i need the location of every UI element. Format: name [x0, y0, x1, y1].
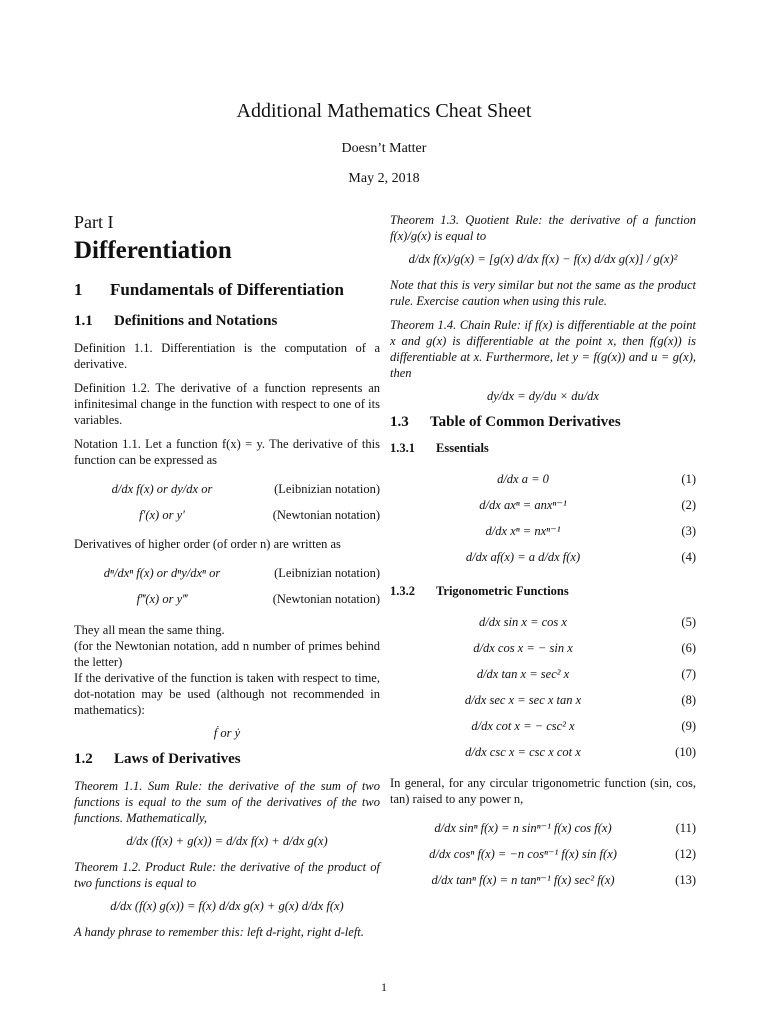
- equation-row: [390, 466, 696, 492]
- equation: d/dx sinⁿ f(x) = n sinⁿ⁻¹ f(x) cos f(x): [434, 821, 612, 835]
- right-column: [390, 212, 696, 893]
- product-rule-equation: d/dx (f(x) g(x)) = f(x) d/dx g(x) + g(x) d/dx f(x): [110, 899, 344, 913]
- notation-expression: f‴(x) or y‴: [136, 591, 188, 606]
- equation-number: (4): [681, 549, 696, 564]
- equation: d/dx tanⁿ f(x) = n tanⁿ⁻¹ f(x) sec² f(x): [431, 873, 615, 887]
- equation-number: (7): [681, 666, 696, 681]
- notation-label: (Newtonian notation): [272, 507, 380, 522]
- subsection-number: 1.1: [74, 313, 93, 329]
- notation-1-1: Notation 1.1. Let a function f(x) = y. The derivative of this function can be expressed as: [74, 437, 380, 467]
- equation-row: [390, 841, 696, 867]
- subsubsection-heading: [390, 441, 696, 456]
- equation-number: (6): [681, 640, 696, 655]
- equation-number: (2): [681, 497, 696, 512]
- primes-text: (for the Newtonian notation, add n number of primes behind the letter): [74, 639, 380, 669]
- equation-number: (11): [675, 820, 696, 835]
- general-text: In general, for any circular trigonometric function (sin, cos, tan) raised to any power n,: [390, 776, 696, 806]
- part-title: Differentiation: [74, 237, 232, 264]
- notation-row: [74, 476, 380, 502]
- document-title: Additional Mathematics Cheat Sheet: [236, 100, 532, 122]
- equation: d/dx sin x = cos x: [479, 614, 567, 629]
- part-label: Part I: [74, 212, 114, 232]
- subsection-title: Laws of Derivatives: [114, 751, 241, 767]
- subsection-title: Definitions and Notations: [114, 313, 278, 329]
- equation-row: [390, 661, 696, 687]
- equation-number: (1): [681, 471, 696, 486]
- equation-row: [390, 815, 696, 841]
- equation: d/dx a = 0: [497, 471, 549, 486]
- equation-row: [390, 544, 696, 570]
- quotient-note: Note that this is very similar but not the same as the product rule. Exercise caution when using this rule.: [390, 278, 696, 308]
- document-date: May 2, 2018: [348, 171, 420, 186]
- notation-row: [74, 502, 380, 528]
- equation: d/dx tan x = sec² x: [476, 666, 570, 681]
- equation-row: [390, 609, 696, 635]
- subsection-title: Table of Common Derivatives: [430, 414, 621, 430]
- theorem-1-3: Theorem 1.3. Quotient Rule: the derivative of a function f(x)/g(x) is equal to: [390, 213, 696, 243]
- equation-number: (10): [675, 744, 696, 759]
- equation-row: [390, 518, 696, 544]
- equation-row: [390, 635, 696, 661]
- equation: d/dx csc x = csc x cot x: [465, 744, 581, 759]
- higher-order-text: Derivatives of higher order (of order n) are written as: [74, 537, 341, 551]
- subsubsection-title: Essentials: [436, 441, 489, 455]
- left-column: [74, 212, 380, 948]
- equation-row: [390, 687, 696, 713]
- page-number: 1: [381, 980, 387, 994]
- document-author: Doesn’t Matter: [341, 141, 427, 156]
- equation-number: (8): [681, 692, 696, 707]
- equation: d/dx cos x = − sin x: [473, 640, 573, 655]
- subsection-number: 1.2: [74, 751, 93, 767]
- quotient-rule-equation: d/dx f(x)/g(x) = [g(x) d/dx f(x) − f(x) d/dx g(x)] / g(x)²: [408, 252, 678, 266]
- equation-row: [390, 492, 696, 518]
- time-text: If the derivative of the function is taken with respect to time, dot-notation may be used (although not recommended in mathematics):: [74, 671, 380, 717]
- notation-label: (Leibnizian notation): [274, 481, 380, 496]
- section-title: Fundamentals of Differentiation: [110, 280, 344, 299]
- subsubsection-title: Trigonometric Functions: [436, 584, 569, 598]
- handy-phrase: A handy phrase to remember this: left d-right, right d-left.: [74, 925, 364, 939]
- notation-row: [74, 586, 380, 612]
- notation-label: (Newtonian notation): [272, 591, 380, 606]
- dot-notation: ḟ or ẏ: [213, 726, 241, 740]
- subsection-heading: [74, 751, 380, 768]
- notation-expression: dⁿ/dxⁿ f(x) or dⁿy/dxⁿ or: [103, 565, 221, 580]
- equation-row: [390, 713, 696, 739]
- notation-label: (Leibnizian notation): [274, 565, 380, 580]
- equation-row: [390, 739, 696, 765]
- equation-row: [390, 867, 696, 893]
- notation-row: [74, 560, 380, 586]
- notation-expression: f′(x) or y′: [139, 507, 185, 522]
- same-thing-text: They all mean the same thing.: [74, 623, 225, 637]
- definition-1-1: Definition 1.1. Differentiation is the computation of a derivative.: [74, 341, 380, 371]
- equation: d/dx sec x = sec x tan x: [464, 692, 582, 707]
- section-number: 1: [74, 280, 83, 299]
- equation: d/dx axⁿ = anxⁿ⁻¹: [479, 498, 567, 512]
- sum-rule-equation: d/dx (f(x) + g(x)) = d/dx f(x) + d/dx g(x): [126, 834, 328, 848]
- theorem-1-2: Theorem 1.2. Product Rule: the derivative of the product of two functions is equal to: [74, 860, 380, 890]
- subsection-heading: [390, 414, 696, 431]
- equation-number: (12): [675, 846, 696, 861]
- equation: d/dx cosⁿ f(x) = −n cosⁿ⁻¹ f(x) sin f(x): [429, 847, 617, 861]
- equation-number: (3): [681, 523, 696, 538]
- subsubsection-number: 1.3.2: [390, 584, 415, 598]
- subsubsection-number: 1.3.1: [390, 441, 415, 455]
- theorem-1-4: Theorem 1.4. Chain Rule: if f(x) is differentiable at the point x and g(x) is differentiable at the point x, then f(g(x)) is differentiable at x. Furthermore, let y = f(g(x)) and u = g(x), then: [390, 318, 696, 380]
- equation-number: (9): [681, 718, 696, 733]
- equation-number: (13): [675, 872, 696, 887]
- theorem-1-1: Theorem 1.1. Sum Rule: the derivative of the sum of two functions is equal to the sum of the derivatives of the two functions. Mathematically,: [74, 779, 380, 825]
- equation: d/dx xⁿ = nxⁿ⁻¹: [485, 524, 561, 538]
- equation: d/dx af(x) = a d/dx f(x): [465, 549, 581, 564]
- subsection-heading: [74, 313, 380, 330]
- subsubsection-heading: [390, 584, 696, 599]
- notation-expression: d/dx f(x) or dy/dx or: [111, 481, 213, 496]
- subsection-number: 1.3: [390, 414, 409, 430]
- section-heading: [74, 279, 380, 301]
- equation-number: (5): [681, 614, 696, 629]
- definition-1-2: Definition 1.2. The derivative of a function represents an infinitesimal change in the function with respect to one of its variables.: [74, 381, 380, 427]
- chain-rule-equation: dy/dx = dy/du × du/dx: [487, 389, 599, 403]
- equation: d/dx cot x = − csc² x: [471, 718, 575, 733]
